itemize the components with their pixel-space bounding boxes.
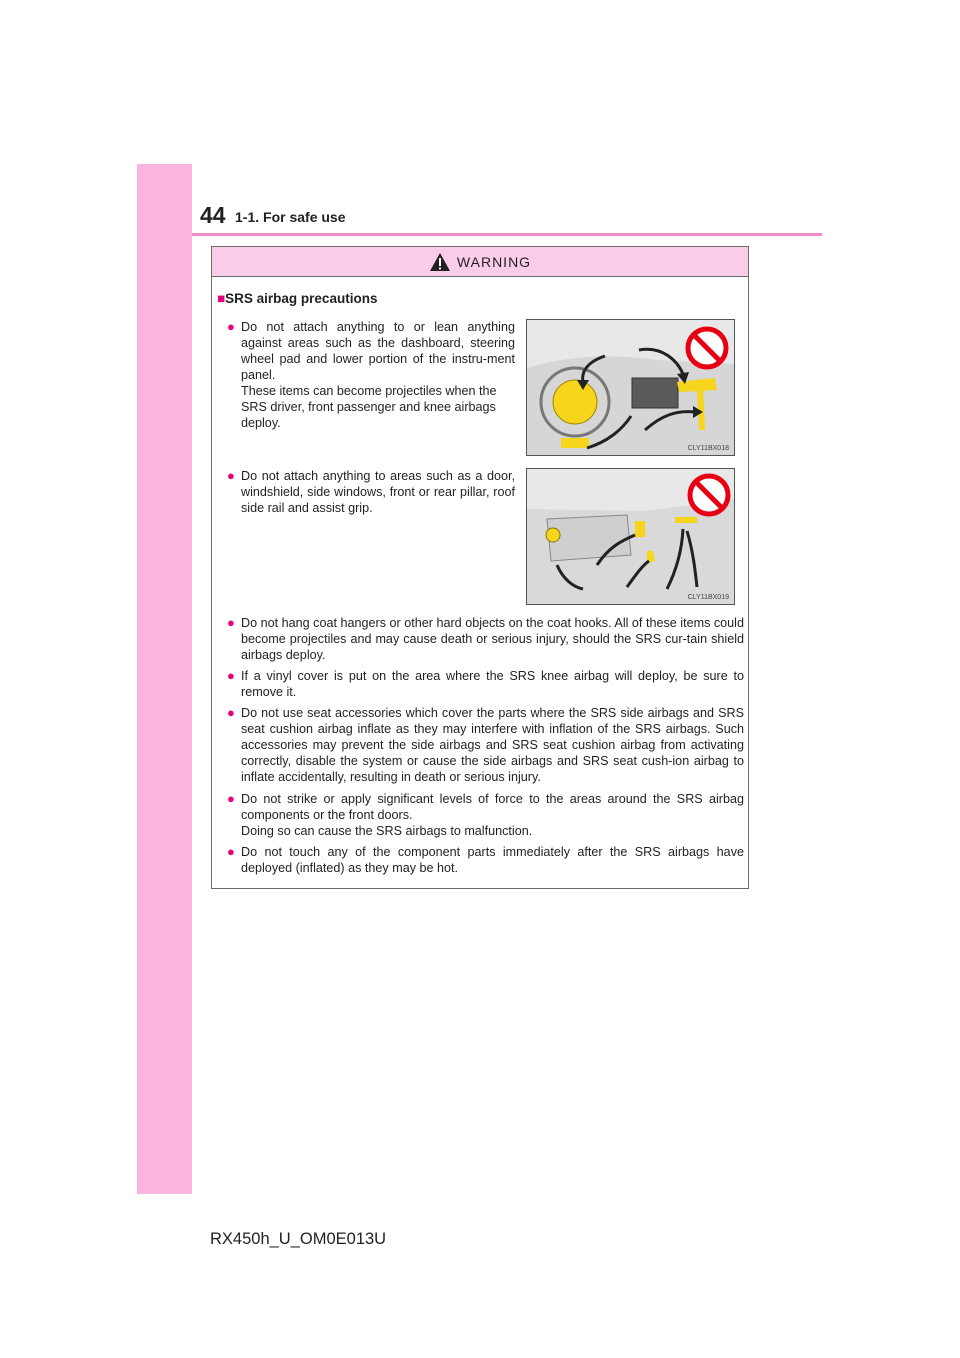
bullet-text: Do not hang coat hangers or other hard objects on the coat hooks. All of these items could become projectiles and may cause death or serious injury, should the SRS cur-tain shield airbags deploy.: [241, 616, 744, 662]
bullet-text: Do not use seat accessories which cover the parts where the SRS side airbags and SRS seat cushion airbag inflate as they may interfere with inflation of the SRS airbags. Such accessories may prevent the side airbags and SRS seat cushion airbag from activating correctly, disable the system or cause the side airbags and SRS seat cush-ion airbag to inflate accidentally, resulting in death or serious injury.: [241, 706, 744, 784]
figure-code: CLY11BX018: [687, 445, 729, 452]
warning-box: [211, 246, 749, 889]
warning-header: [212, 247, 748, 277]
figure-code: CLY11BX019: [687, 594, 729, 601]
document-id: RX450h_U_OM0E013U: [210, 1230, 387, 1248]
bullet-text: Do not attach anything to areas such as a door, windshield, side windows, front or rear pillar, roof side rail and assist grip.: [241, 469, 515, 515]
bullet-dot-icon: ●: [227, 319, 235, 334]
warning-title: WARNING: [456, 253, 532, 270]
bullet-dot-icon: ●: [227, 844, 235, 859]
bullet-text: These items can become projectiles when the SRS driver, front passenger and knee airbags deploy.: [241, 384, 497, 430]
bullet-text: Doing so can cause the SRS airbags to malfunction.: [241, 824, 533, 838]
page-side-tab: [137, 164, 192, 1194]
header-divider: [192, 233, 822, 236]
bullet-dot-icon: ●: [227, 705, 235, 720]
section-title: 1-1. For safe use: [235, 209, 346, 225]
bullet-item: [227, 319, 515, 431]
dashboard-illustration: [526, 319, 735, 456]
warning-triangle-icon: [429, 252, 451, 272]
subheading: ■SRS airbag precautions: [217, 291, 378, 306]
bullet-dot-icon: ●: [227, 791, 235, 806]
bullet-item: [227, 844, 744, 876]
bullet-item: [227, 615, 744, 663]
bullet-item: [227, 705, 744, 785]
bullet-text: Do not strike or apply significant levels of force to the areas around the SRS airbag components or the front doors.: [241, 792, 744, 822]
bullet-item: [227, 668, 744, 700]
bullet-text: Do not attach anything to or lean anything against areas such as the dashboard, steering wheel pad and lower portion of the instru-ment panel.: [241, 320, 515, 382]
bullet-dot-icon: ●: [227, 468, 235, 483]
cabin-illustration: [526, 468, 735, 605]
bullet-item: [227, 791, 744, 839]
bullet-item: [227, 468, 515, 516]
bullet-text: Do not touch any of the component parts immediately after the SRS airbags have deployed (inflated) as they may be hot.: [241, 845, 744, 875]
bullet-dot-icon: ●: [227, 615, 235, 630]
page-number: 44: [200, 202, 226, 228]
bullet-dot-icon: ●: [227, 668, 235, 683]
square-bullet-icon: ■: [217, 291, 226, 306]
bullet-text: If a vinyl cover is put on the area where the SRS knee airbag will deploy, be sure to remove it.: [241, 669, 744, 699]
